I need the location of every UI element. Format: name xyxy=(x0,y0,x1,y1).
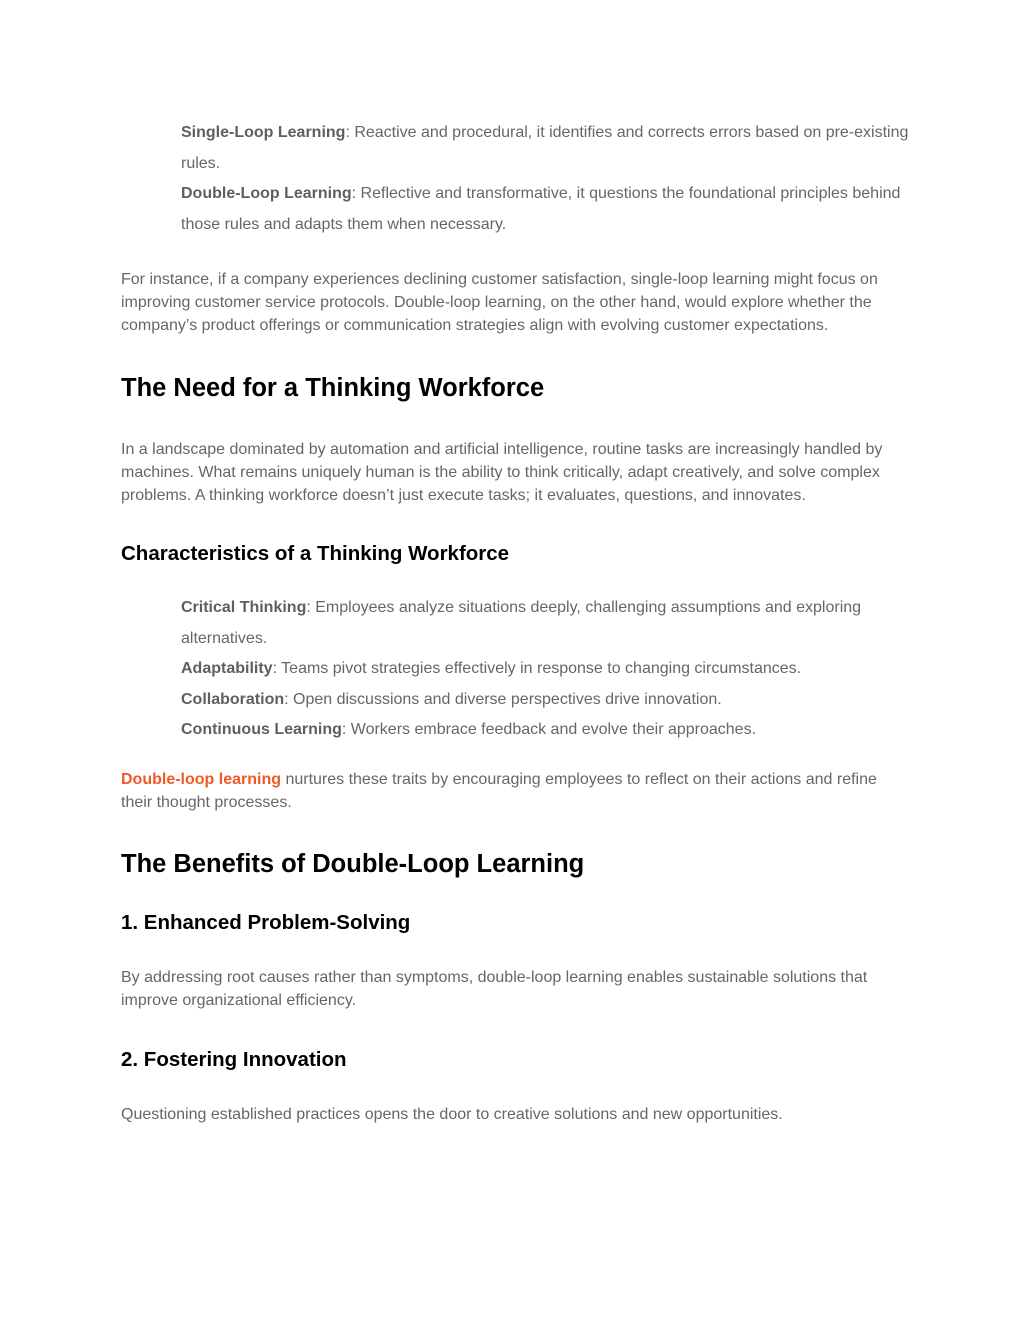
list-item xyxy=(181,654,911,685)
benefit-title: 1. Enhanced Problem-Solving xyxy=(121,911,411,935)
list-item xyxy=(181,179,911,240)
closing-paragraph xyxy=(121,768,911,814)
characteristics-list xyxy=(121,593,911,746)
subheading-characteristics: Characteristics of a Thinking Workforce xyxy=(121,542,510,566)
list-item xyxy=(181,593,911,654)
list-desc: : Teams pivot strategies effectively in response to changing circumstances. xyxy=(272,660,802,678)
list-term: Collaboration xyxy=(181,690,285,708)
document-page xyxy=(121,118,911,1126)
benefit-title: 2. Fostering Innovation xyxy=(121,1047,347,1071)
thinking-workforce-paragraph: In a landscape dominated by automation and artificial intelligence, routine tasks are increasingly handled by machines. What remains uniquely human is the ability to think critically, adapt creatively, and solve complex problems. A thinking workforce doesn’t just execute tasks; it evaluates, questions, and innovates. xyxy=(121,440,883,505)
list-desc: : Workers embrace feedback and evolve their approaches. xyxy=(341,721,757,739)
list-term: Critical Thinking xyxy=(181,599,307,617)
list-desc: : Open discussions and diverse perspectives drive innovation. xyxy=(284,690,722,708)
closing-text: nurtures these traits by encouraging employees to reflect on their actions and refine their thought processes. xyxy=(121,770,877,811)
benefit-text: Questioning established practices opens the door to creative solutions and new opportunities. xyxy=(121,1105,783,1123)
list-desc: : Reactive and procedural, it identifies and corrects errors based on pre-existing rules. xyxy=(181,124,909,172)
section-heading-thinking-workforce: The Need for a Thinking Workforce xyxy=(121,373,545,402)
list-term: Double-Loop Learning xyxy=(181,185,352,202)
list-item xyxy=(181,118,911,179)
list-item xyxy=(181,685,911,716)
example-paragraph: For instance, if a company experiences declining customer satisfaction, single-loop learning might focus on improving customer service protocols. Double-loop learning, on the other hand, would explore whether the company’s product offerings or communication strategies align with evolving customer expectations. xyxy=(121,271,878,335)
learning-types-list xyxy=(121,118,911,240)
list-term: Single-Loop Learning xyxy=(181,124,346,141)
benefit-text: By addressing root causes rather than symptoms, double-loop learning enables sustainable solutions that improve organizational efficiency. xyxy=(121,969,868,1010)
list-term: Adaptability xyxy=(181,660,273,678)
list-term: Continuous Learning xyxy=(181,721,342,739)
section-heading-benefits: The Benefits of Double-Loop Learning xyxy=(121,850,585,879)
list-desc: : Employees analyze situations deeply, challenging assumptions and exploring alternatives. xyxy=(181,599,862,647)
double-loop-learning-link[interactable]: Double-loop learning xyxy=(121,770,281,788)
list-desc: : Reflective and transformative, it questions the foundational principles behind those rules and adapts them when necessary. xyxy=(181,185,901,233)
list-item xyxy=(181,715,911,746)
